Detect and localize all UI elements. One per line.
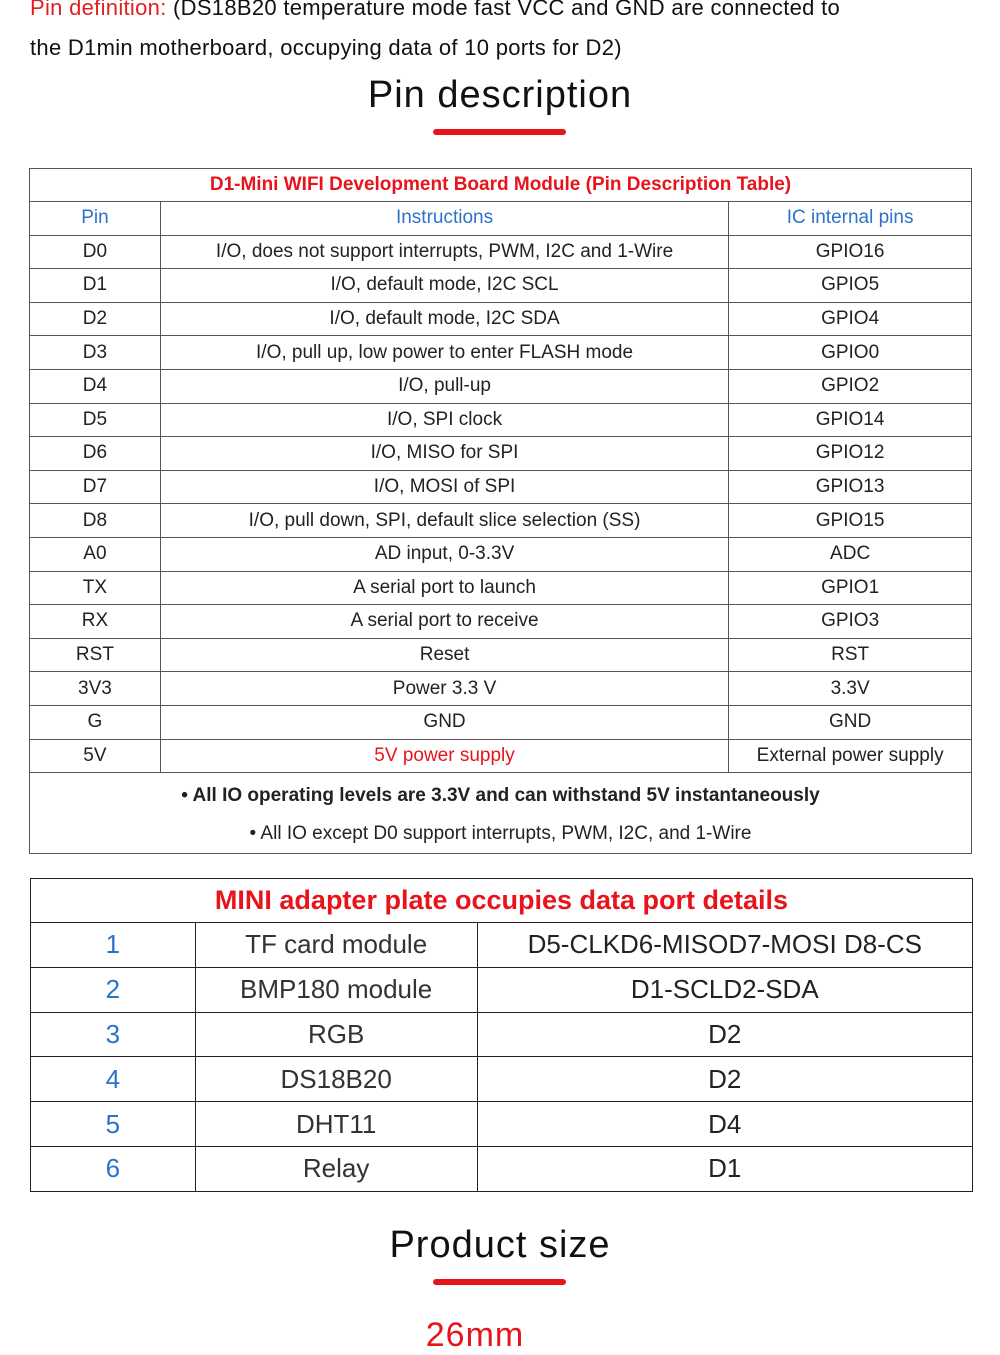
pin-cell: D7	[30, 470, 161, 504]
pin-row	[30, 504, 972, 538]
pin-cell: D6	[30, 437, 161, 471]
ic-pin-cell: External power supply	[729, 739, 972, 773]
module-cell: Relay	[195, 1146, 477, 1191]
module-cell: DS18B20	[195, 1057, 477, 1102]
pin-cell: A0	[30, 537, 161, 571]
module-cell: RGB	[195, 1012, 477, 1057]
pin-row	[30, 705, 972, 739]
port-table-caption: MINI adapter plate occupies data port details	[31, 879, 973, 923]
pin-row	[30, 302, 972, 336]
header-instructions: Instructions	[160, 202, 728, 236]
instruction-cell: I/O, pull down, SPI, default slice selection (SS)	[160, 504, 728, 538]
port-row	[31, 923, 973, 968]
instruction-cell: I/O, does not support interrupts, PWM, I2C and 1-Wire	[160, 235, 728, 269]
pin-cell: D2	[30, 302, 161, 336]
data-port-table	[30, 878, 973, 1192]
pin-row	[30, 672, 972, 706]
module-cell: BMP180 module	[195, 967, 477, 1012]
ic-pin-cell: GPIO2	[729, 369, 972, 403]
pin-cell: TX	[30, 571, 161, 605]
pin-table-caption: D1-Mini WIFI Development Board Module (Pin Description Table)	[30, 169, 972, 202]
ic-pin-cell: GPIO13	[729, 470, 972, 504]
ic-pin-cell: GPIO14	[729, 403, 972, 437]
pin-row	[30, 437, 972, 471]
dimension-label: 26mm	[425, 1316, 525, 1354]
pin-table-notes	[30, 773, 972, 854]
instruction-cell: I/O, MISO for SPI	[160, 437, 728, 471]
pin-cell: 5V	[30, 739, 161, 773]
module-cell: TF card module	[195, 923, 477, 968]
instruction-cell: Reset	[160, 638, 728, 672]
ic-pin-cell: ADC	[729, 537, 972, 571]
ports-cell: D2	[477, 1057, 972, 1102]
instruction-cell: A serial port to launch	[160, 571, 728, 605]
pin-cell: G	[30, 705, 161, 739]
ports-cell: D1	[477, 1146, 972, 1191]
pin-row	[30, 571, 972, 605]
pin-row	[30, 336, 972, 370]
ic-pin-cell: 3.3V	[729, 672, 972, 706]
note-io-levels: • All IO operating levels are 3.3V and can withstand 5V instantaneously	[181, 785, 820, 807]
port-row	[31, 1102, 973, 1147]
instruction-cell: 5V power supply	[160, 739, 728, 773]
port-index-cell: 5	[31, 1102, 196, 1147]
pin-row	[30, 638, 972, 672]
pin-cell: RST	[30, 638, 161, 672]
port-row	[31, 1146, 973, 1191]
product-size-underline	[433, 1279, 566, 1285]
pin-description-title: Pin description	[367, 74, 633, 116]
port-index-cell: 2	[31, 967, 196, 1012]
instruction-cell: A serial port to receive	[160, 605, 728, 639]
ic-pin-cell: GPIO3	[729, 605, 972, 639]
pin-row	[30, 537, 972, 571]
intro-label: Pin definition:	[30, 0, 167, 20]
pin-table-header-row	[30, 202, 972, 236]
ic-pin-cell: GPIO5	[729, 269, 972, 303]
port-row	[31, 1057, 973, 1102]
ic-pin-cell: GPIO1	[729, 571, 972, 605]
ic-pin-cell: GPIO0	[729, 336, 972, 370]
pin-row	[30, 369, 972, 403]
pin-row	[30, 235, 972, 269]
pin-cell: D0	[30, 235, 161, 269]
header-ic-pins: IC internal pins	[729, 202, 972, 236]
pin-cell: D5	[30, 403, 161, 437]
note-io-interrupts: • All IO except D0 support interrupts, PWM, I2C, and 1-Wire	[249, 823, 752, 845]
intro-line-2: the D1min motherboard, occupying data of 10 ports for D2)	[30, 35, 622, 60]
port-row	[31, 967, 973, 1012]
instruction-cell: AD input, 0-3.3V	[160, 537, 728, 571]
intro-line-1-text: (DS18B20 temperature mode fast VCC and GND are connected to	[166, 0, 841, 20]
port-index-cell: 3	[31, 1012, 196, 1057]
pin-cell: D1	[30, 269, 161, 303]
port-index-cell: 4	[31, 1057, 196, 1102]
ic-pin-cell: GPIO4	[729, 302, 972, 336]
pin-cell: D3	[30, 336, 161, 370]
intro-text	[30, 0, 980, 68]
product-size-title: Product size	[389, 1224, 611, 1266]
ports-cell: D4	[477, 1102, 972, 1147]
pin-cell: RX	[30, 605, 161, 639]
ports-cell: D1-SCLD2-SDA	[477, 967, 972, 1012]
instruction-cell: I/O, default mode, I2C SCL	[160, 269, 728, 303]
pin-description-table	[29, 168, 972, 854]
pin-row	[30, 605, 972, 639]
ic-pin-cell: GND	[729, 705, 972, 739]
pin-row	[30, 269, 972, 303]
port-index-cell: 1	[31, 923, 196, 968]
instruction-cell: I/O, MOSI of SPI	[160, 470, 728, 504]
port-index-cell: 6	[31, 1146, 196, 1191]
header-pin: Pin	[30, 202, 161, 236]
instruction-cell: I/O, pull up, low power to enter FLASH mode	[160, 336, 728, 370]
ic-pin-cell: RST	[729, 638, 972, 672]
instruction-cell: I/O, SPI clock	[160, 403, 728, 437]
intro-line-1	[30, 0, 980, 28]
ic-pin-cell: GPIO12	[729, 437, 972, 471]
pin-cell: D8	[30, 504, 161, 538]
module-cell: DHT11	[195, 1102, 477, 1147]
instruction-cell: I/O, pull-up	[160, 369, 728, 403]
ic-pin-cell: GPIO15	[729, 504, 972, 538]
pin-description-underline	[433, 129, 566, 135]
instruction-cell: Power 3.3 V	[160, 672, 728, 706]
ports-cell: D5-CLKD6-MISOD7-MOSI D8-CS	[477, 923, 972, 968]
port-row	[31, 1012, 973, 1057]
pin-cell: 3V3	[30, 672, 161, 706]
pin-row	[30, 403, 972, 437]
instruction-cell: I/O, default mode, I2C SDA	[160, 302, 728, 336]
instruction-cell: GND	[160, 705, 728, 739]
pin-row	[30, 470, 972, 504]
pin-row	[30, 739, 972, 773]
pin-cell: D4	[30, 369, 161, 403]
ic-pin-cell: GPIO16	[729, 235, 972, 269]
ports-cell: D2	[477, 1012, 972, 1057]
